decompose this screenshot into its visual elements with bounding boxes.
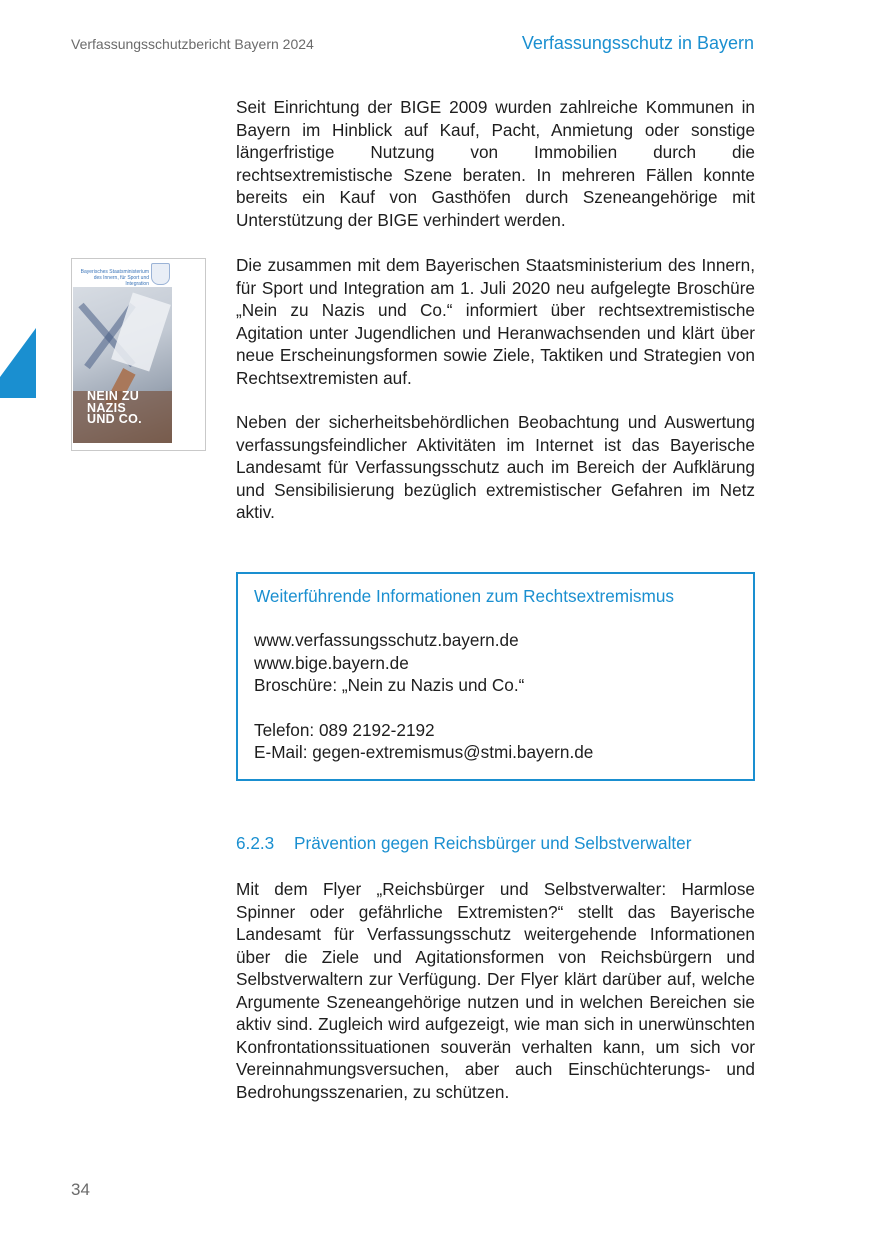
info-link[interactable]: www.verfassungsschutz.bayern.de (254, 630, 519, 650)
running-header-right: Verfassungsschutz in Bayern (521, 33, 754, 53)
body-text: Neben der sicherheitsbehördlichen Beobachtung und Auswertung verfassungsfeindlicher Aktivitäten im Internet ist das Bayerische Landesamt für Verfassungsschutz auch im Bereich der Aufklärung und Sensibilisierung bezüglich extremistischer Gefahren im Netz aktiv. (236, 412, 755, 522)
info-phone: Telefon: 089 2192-2192 (254, 719, 435, 740)
cover-title-line: UND CO. (87, 412, 142, 426)
paragraph-internet (236, 411, 755, 524)
brochure-cover-image (71, 258, 206, 451)
cover-title-line: NEIN ZU (87, 389, 140, 403)
cover-artwork (73, 260, 172, 443)
body-text: Mit dem Flyer „Reichsbürger und Selbstverwalter: Harmlose Spinner oder gefährliche Extremisten?“ stellt das Bayerische Landesamt für Verfassungsschutz weitergehende Informationen über die Ziele und Agitationsformen von Reichsbürgern und Selbstverwaltern zur Verfügung. Der Flyer klärt darüber auf, welche Argumente Szeneangehörige nutzen und in welchen Bereichen sie aktiv sind. Zugleich wird aufgezeigt, wie man sich in unerwünschten Konfrontationssituationen souverän verhalten kann, um sich vor Vereinnahmungsversuchen, aber auch Einschüchterungs- und Bedrohungsszenarien, zu schützen. (236, 879, 755, 1102)
bavarian-crest-icon (151, 263, 170, 285)
info-link[interactable]: www.bige.bayern.de (254, 652, 409, 673)
info-box-title: Weiterführende Informationen zum Rechtsextremismus (254, 586, 674, 606)
section-heading (236, 833, 776, 854)
cover-ministry-text: Bayerisches Staatsministerium des Innern, für Sport und Integration (80, 269, 149, 287)
chapter-tab-marker (0, 328, 36, 398)
paragraph-reichsbuerger (236, 878, 755, 1103)
body-text: Seit Einrichtung der BIGE 2009 wurden zahlreiche Kommunen in Bayern im Hinblick auf Kauf, Pacht, Anmietung oder sonstige längerfristige Nutzung von Immobilien durch die rechtsextremistische Szene beraten. In mehreren Fällen konnte bereits ein Kauf von Gasthöfen durch Szeneangehörige mit Unterstützung der BIGE verhindert werden. (236, 97, 755, 230)
cover-title (87, 391, 142, 426)
running-header-left: Verfassungsschutzbericht Bayern 2024 (71, 36, 314, 52)
section-number: 6.2.3 (236, 833, 275, 853)
info-box (236, 572, 755, 781)
page-number: 34 (71, 1180, 90, 1199)
info-email[interactable]: E-Mail: gegen-extremismus@stmi.bayern.de (254, 742, 594, 762)
cover-title-line: NAZIS (87, 400, 126, 415)
paragraph-brochure (236, 254, 755, 389)
info-brochure: Broschüre: „Nein zu Nazis und Co.“ (254, 675, 525, 695)
section-title: Prävention gegen Reichsbürger und Selbstverwalter (294, 833, 692, 853)
paragraph-bige (236, 96, 755, 231)
body-text: Die zusammen mit dem Bayerischen Staatsministerium des Innern, für Sport und Integration am 1. Juli 2020 neu aufgelegte Broschüre „Nein zu Nazis und Co.“ informiert über rechtsextremistische Agitation unter Jugendlichen und Heranwachsenden und klärt über neue Erscheinungsformen sowie Ziele, Taktiken und Strategien von Rechtsextremisten auf. (236, 255, 755, 388)
cover-header (73, 260, 172, 287)
